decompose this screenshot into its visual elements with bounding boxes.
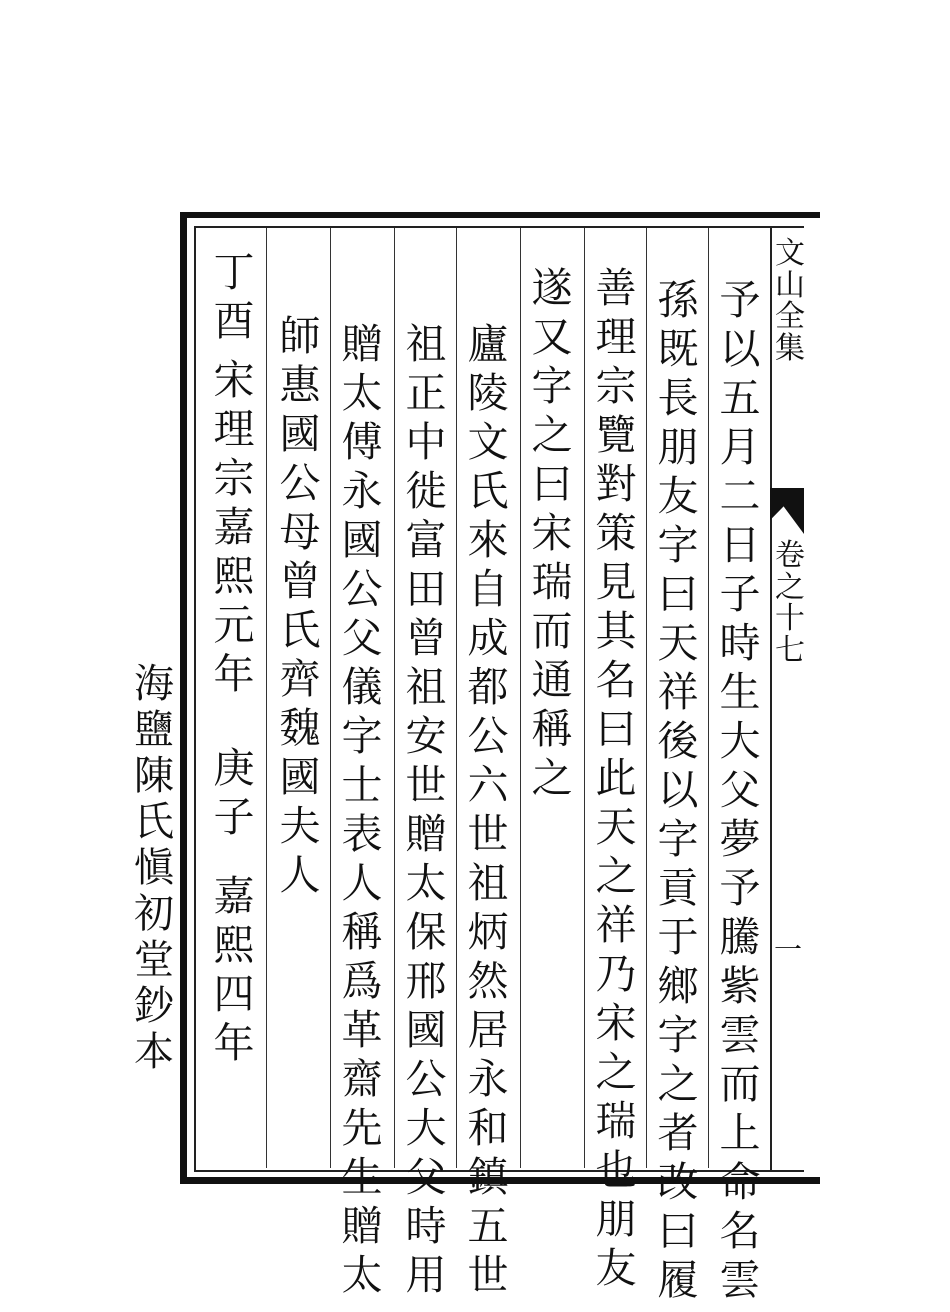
glyph: 魏 [279,704,321,752]
glyph: 陳 [134,753,174,799]
glyph: 炳 [467,908,509,956]
glyph: 都 [467,663,509,711]
glyph: 氏 [467,467,509,515]
glyph: 祖 [405,663,447,711]
glyph: 熙 [213,921,255,969]
glyph: 曾 [279,557,321,605]
glyph: 惠 [279,361,321,409]
glyph: 以 [657,766,699,814]
glyph: 大 [719,717,761,765]
glyph: 宋 [531,509,573,557]
glyph: 國 [341,516,383,564]
glyph: 予 [719,864,761,912]
glyph: 鹽 [134,707,174,753]
glyph: 庚 [213,744,255,792]
glyph: 字 [531,362,573,410]
glyph: 田 [405,565,447,613]
glyph: 先 [341,1104,383,1152]
glyph: 十 [775,601,805,636]
glyph: 山 [775,267,805,303]
glyph: 母 [279,508,321,556]
glyph: 字 [341,712,383,760]
glyph: 對 [595,460,637,508]
glyph: 曾 [405,614,447,662]
glyph: 贈 [405,810,447,858]
glyph: 也 [595,1146,637,1194]
glyph: 既 [657,325,699,373]
copyist-colophon [130,661,178,1078]
glyph: 之 [531,411,573,459]
glyph: 其 [595,607,637,655]
text-column [650,276,706,1309]
glyph: 祥 [657,668,699,716]
glyph: 者 [657,1109,699,1157]
glyph: 友 [595,1244,637,1292]
glyph: 夢 [719,815,761,863]
column-rule [646,228,647,1168]
glyph: 此 [595,754,637,802]
text-column [334,320,390,1304]
glyph: 日 [719,521,761,569]
text-column [398,320,454,1304]
glyph: 公 [405,1055,447,1103]
text-column [524,264,580,807]
glyph: 天 [595,803,637,851]
glyph: 鄉 [657,962,699,1010]
glyph: 年 [213,1019,255,1067]
glyph: 理 [595,313,637,361]
glyph: 然 [467,957,509,1005]
glyph: 字 [657,815,699,863]
glyph: 紫 [719,962,761,1010]
glyph: 鎮 [467,1153,509,1201]
glyph: 生 [341,1153,383,1201]
glyph: 嘉 [213,503,255,551]
glyph: 月 [719,423,761,471]
glyph: 乃 [595,950,637,998]
glyph: 永 [341,467,383,515]
glyph: 表 [341,810,383,858]
glyph: 世 [467,1251,509,1299]
glyph: 二 [719,472,761,520]
glyph: 卷 [775,538,805,573]
glyph: 文 [467,418,509,466]
glyph: 國 [279,753,321,801]
glyph: 國 [279,410,321,458]
glyph: 居 [467,1006,509,1054]
glyph: 用 [405,1251,447,1299]
glyph: 人 [341,859,383,907]
column-rule [330,228,331,1168]
glyph: 文 [775,236,805,271]
glyph: 贈 [341,320,383,368]
glyph: 父 [341,614,383,662]
glyph: 于 [657,913,699,961]
glyph: 五 [719,374,761,422]
glyph: 成 [467,614,509,662]
glyph: 天 [657,619,699,667]
glyph: 長 [657,374,699,422]
text-column [712,276,768,1309]
glyph: 子 [719,570,761,618]
glyph: 贈 [341,1202,383,1250]
glyph: 父 [719,766,761,814]
glyph: 策 [595,509,637,557]
glyph: 宋 [595,999,637,1047]
glyph: 之 [595,1048,637,1096]
column-rule [520,228,521,1168]
glyph: 氏 [134,799,174,845]
glyph: 履 [657,1256,699,1304]
glyph: 七 [775,632,805,668]
glyph: 稱 [341,908,383,956]
text-column-date [206,872,262,1072]
volume-label [776,540,804,666]
glyph: 又 [531,313,573,361]
glyph: 之 [775,569,805,605]
glyph: 以 [719,325,761,373]
glyph: 朋 [657,423,699,471]
glyph: 稱 [531,705,573,753]
glyph: 丁 [213,248,255,296]
glyph: 曰 [531,460,573,508]
glyph: 太 [405,859,447,907]
glyph: 正 [405,369,447,417]
glyph: 和 [467,1104,509,1152]
glyph: 通 [531,656,573,704]
glyph: 年 [213,650,255,698]
glyph: 嘉 [213,872,255,920]
glyph: 貢 [657,864,699,912]
glyph: 齊 [279,655,321,703]
glyph: 祖 [405,320,447,368]
glyph: 名 [595,656,637,704]
glyph: 氏 [279,606,321,654]
glyph: 愼 [134,845,174,891]
glyph: 予 [719,276,761,324]
column-rule [394,228,395,1168]
glyph: 改 [657,1158,699,1206]
glyph: 六 [467,761,509,809]
glyph: 公 [341,565,383,613]
glyph: 曰 [657,570,699,618]
glyph: 公 [467,712,509,760]
book-title [776,238,804,364]
glyph: 人 [279,851,321,899]
column-rule [708,228,709,1168]
glyph: 儀 [341,663,383,711]
text-column [460,320,516,1304]
column-rule [584,228,585,1168]
glyph: 騰 [719,913,761,961]
text-column-date [206,248,262,350]
glyph: 雲 [719,1011,761,1059]
glyph: 來 [467,516,509,564]
glyph: 本 [134,1029,174,1075]
glyph: 孫 [657,276,699,324]
glyph: 自 [467,565,509,613]
glyph: 瑞 [595,1097,637,1145]
glyph: 之 [531,754,573,802]
glyph: 雲 [719,1256,761,1304]
glyph: 見 [595,558,637,606]
glyph: 時 [405,1202,447,1250]
glyph: 朋 [595,1195,637,1243]
glyph: 全 [775,299,805,334]
leaf-number: 一 [774,933,803,966]
glyph: 堂 [134,937,174,983]
glyph: 師 [279,312,321,360]
glyph: 國 [405,1006,447,1054]
glyph: 永 [467,1055,509,1103]
glyph: 富 [405,516,447,564]
glyph: 海 [134,661,174,707]
glyph: 後 [657,717,699,765]
glyph: 祥 [595,901,637,949]
glyph: 集 [775,330,805,366]
glyph: 之 [657,1060,699,1108]
glyph: 世 [405,761,447,809]
glyph: 初 [134,891,174,937]
glyph: 上 [719,1109,761,1157]
glyph: 字 [657,521,699,569]
text-column [272,312,328,904]
glyph: 太 [341,369,383,417]
glyph: 夫 [279,802,321,850]
glyph: 而 [719,1060,761,1108]
glyph: 之 [595,852,637,900]
glyph: 名 [719,1207,761,1255]
glyph: 理 [213,405,255,453]
glyph: 中 [405,418,447,466]
glyph: 四 [213,970,255,1018]
glyph: 宗 [595,362,637,410]
glyph: 徙 [405,467,447,515]
glyph: 命 [719,1158,761,1206]
text-column-date [206,356,262,703]
glyph: 字 [657,1011,699,1059]
column-rule [456,228,457,1168]
glyph: 齋 [341,1055,383,1103]
glyph: 邢 [405,957,447,1005]
glyph: 酉 [213,297,255,345]
glyph: 曰 [595,705,637,753]
glyph: 子 [213,793,255,841]
glyph: 時 [719,619,761,667]
glyph: 覽 [595,411,637,459]
glyph: 宗 [213,454,255,502]
glyph: 祖 [467,859,509,907]
glyph: 爲 [341,957,383,1005]
glyph: 士 [341,761,383,809]
glyph: 世 [467,810,509,858]
glyph: 生 [719,668,761,716]
block-heart [770,226,804,1172]
glyph: 宋 [213,356,255,404]
glyph: 父 [405,1153,447,1201]
glyph: 陵 [467,369,509,417]
glyph: 太 [341,1251,383,1299]
glyph: 而 [531,607,573,655]
text-column [588,264,644,1297]
glyph: 安 [405,712,447,760]
text-column-date [206,744,262,846]
glyph: 廬 [467,320,509,368]
glyph: 曰 [657,1207,699,1255]
glyph: 革 [341,1006,383,1054]
glyph: 元 [213,601,255,649]
glyph: 善 [595,264,637,312]
glyph: 遂 [531,264,573,312]
glyph: 五 [467,1202,509,1250]
glyph: 鈔 [134,983,174,1029]
glyph: 瑞 [531,558,573,606]
glyph: 熙 [213,552,255,600]
glyph: 保 [405,908,447,956]
glyph: 傅 [341,418,383,466]
column-rule [266,228,267,1168]
glyph: 大 [405,1104,447,1152]
glyph: 友 [657,472,699,520]
glyph: 公 [279,459,321,507]
